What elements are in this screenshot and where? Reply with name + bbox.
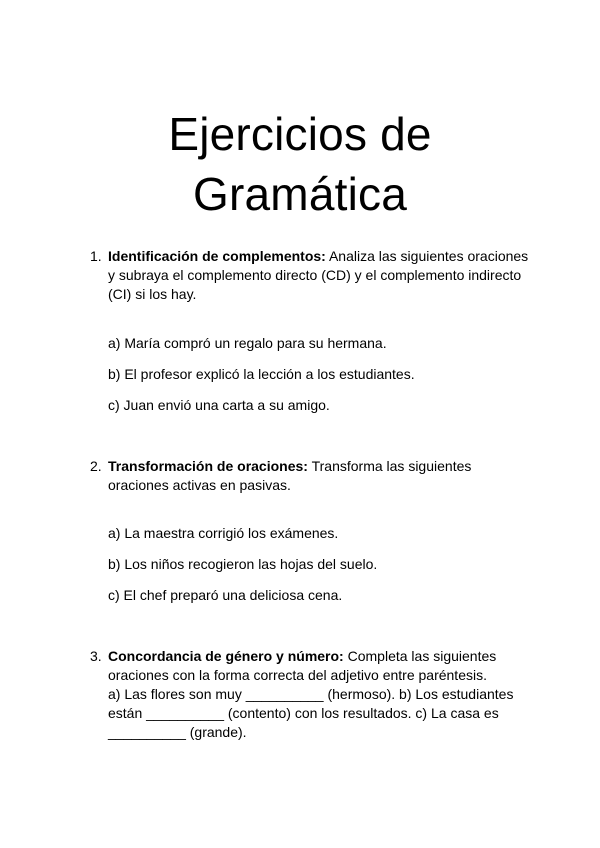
exercise-2 [90, 457, 530, 603]
exercise-instructions: Analiza las siguientes oraciones y subraya el complemento directo (CD) y el complemento indirecto (CI) si los hay. [108, 248, 529, 302]
exercise-3 [90, 647, 530, 742]
exercise-item: b) El profesor explicó la lección a los estudiantes. [108, 366, 415, 382]
page-title-line-1: Ejercicios de [168, 108, 432, 160]
page-title-line-2: Gramática [193, 168, 407, 220]
exercise-item: c) Juan envió una carta a su amigo. [108, 397, 330, 413]
exercise-item: a) María compró un regalo para su hermana. [108, 335, 387, 351]
exercise-instructions: Completa las siguientes oraciones con la forma correcta del adjetivo entre paréntesis. [108, 648, 497, 683]
exercise-instructions-block [108, 247, 530, 304]
exercise-item: a) La maestra corrigió los exámenes. [108, 525, 339, 541]
exercise-item: b) Los niños recogieron las hojas del suelo. [108, 556, 378, 572]
exercise-heading: Transformación de oraciones: [108, 458, 308, 474]
exercise-number: 1. [90, 248, 102, 264]
exercise-heading: Concordancia de género y número: [108, 648, 344, 664]
exercise-item: c) El chef preparó una deliciosa cena. [108, 587, 343, 603]
exercise-number: 2. [90, 458, 102, 474]
exercise-number: 3. [90, 648, 102, 664]
exercise-heading: Identificación de complementos: [108, 248, 326, 264]
exercise-instructions-block [108, 647, 530, 742]
exercise-instructions: Transforma las siguientes oraciones activas en pasivas. [108, 458, 472, 493]
exercise-instructions-block [108, 457, 530, 495]
exercise-1 [90, 247, 530, 413]
fill-in-blank-items: a) Las flores son muy __________ (hermoso). b) Los estudiantes están __________ (contento) con los resultados. c) La casa es __________ (grande). [108, 686, 514, 740]
page-title [0, 104, 600, 224]
